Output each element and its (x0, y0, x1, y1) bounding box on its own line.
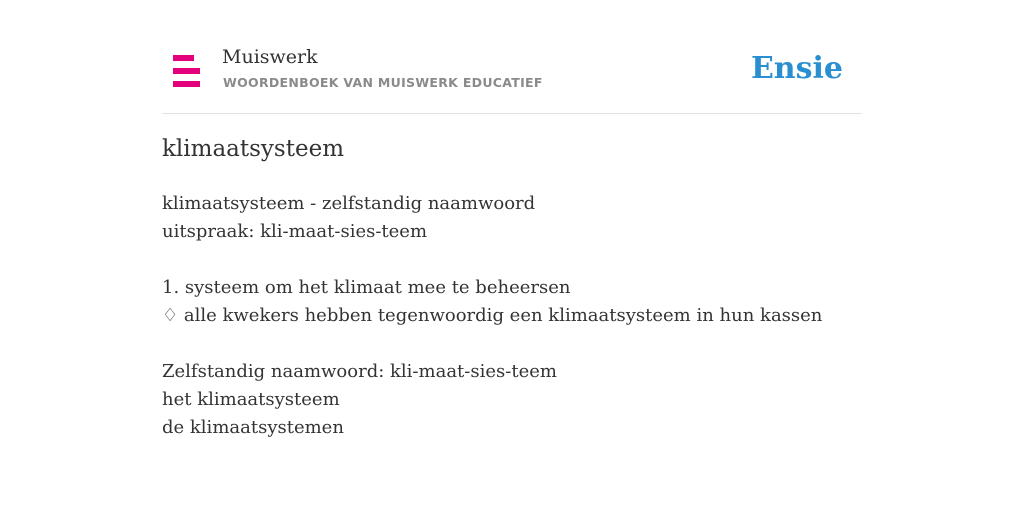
entry-title: klimaatsysteem (162, 136, 345, 162)
ensie-logo-link[interactable]: Ensie (750, 51, 843, 86)
brand-name: Muiswerk (222, 46, 318, 68)
entry-line-plural: de klimaatsystemen (162, 417, 344, 438)
entry-line-singular: het klimaatsysteem (162, 389, 340, 410)
entry-line-blank (162, 246, 822, 274)
entry-line-blank (162, 330, 822, 358)
entry-line-noun-pronunciation: Zelfstandig naamwoord: kli-maat-sies-teem (162, 361, 557, 382)
site-header (162, 40, 862, 114)
muiswerk-logo-icon[interactable] (173, 55, 200, 87)
entry-line-pos: klimaatsysteem - zelfstandig naamwoord (162, 193, 536, 214)
entry-line-pronunciation: uitspraak: kli-maat-sies-teem (162, 221, 428, 242)
entry-line-definition: 1. systeem om het klimaat mee te beheersen (162, 277, 571, 298)
entry-line-example: ♢ alle kwekers hebben tegenwoordig een klimaatsysteem in hun kassen (162, 305, 823, 326)
entry-body (162, 190, 822, 442)
brand-subtitle: WOORDENBOEK VAN MUISWERK EDUCATIEF (223, 75, 543, 90)
